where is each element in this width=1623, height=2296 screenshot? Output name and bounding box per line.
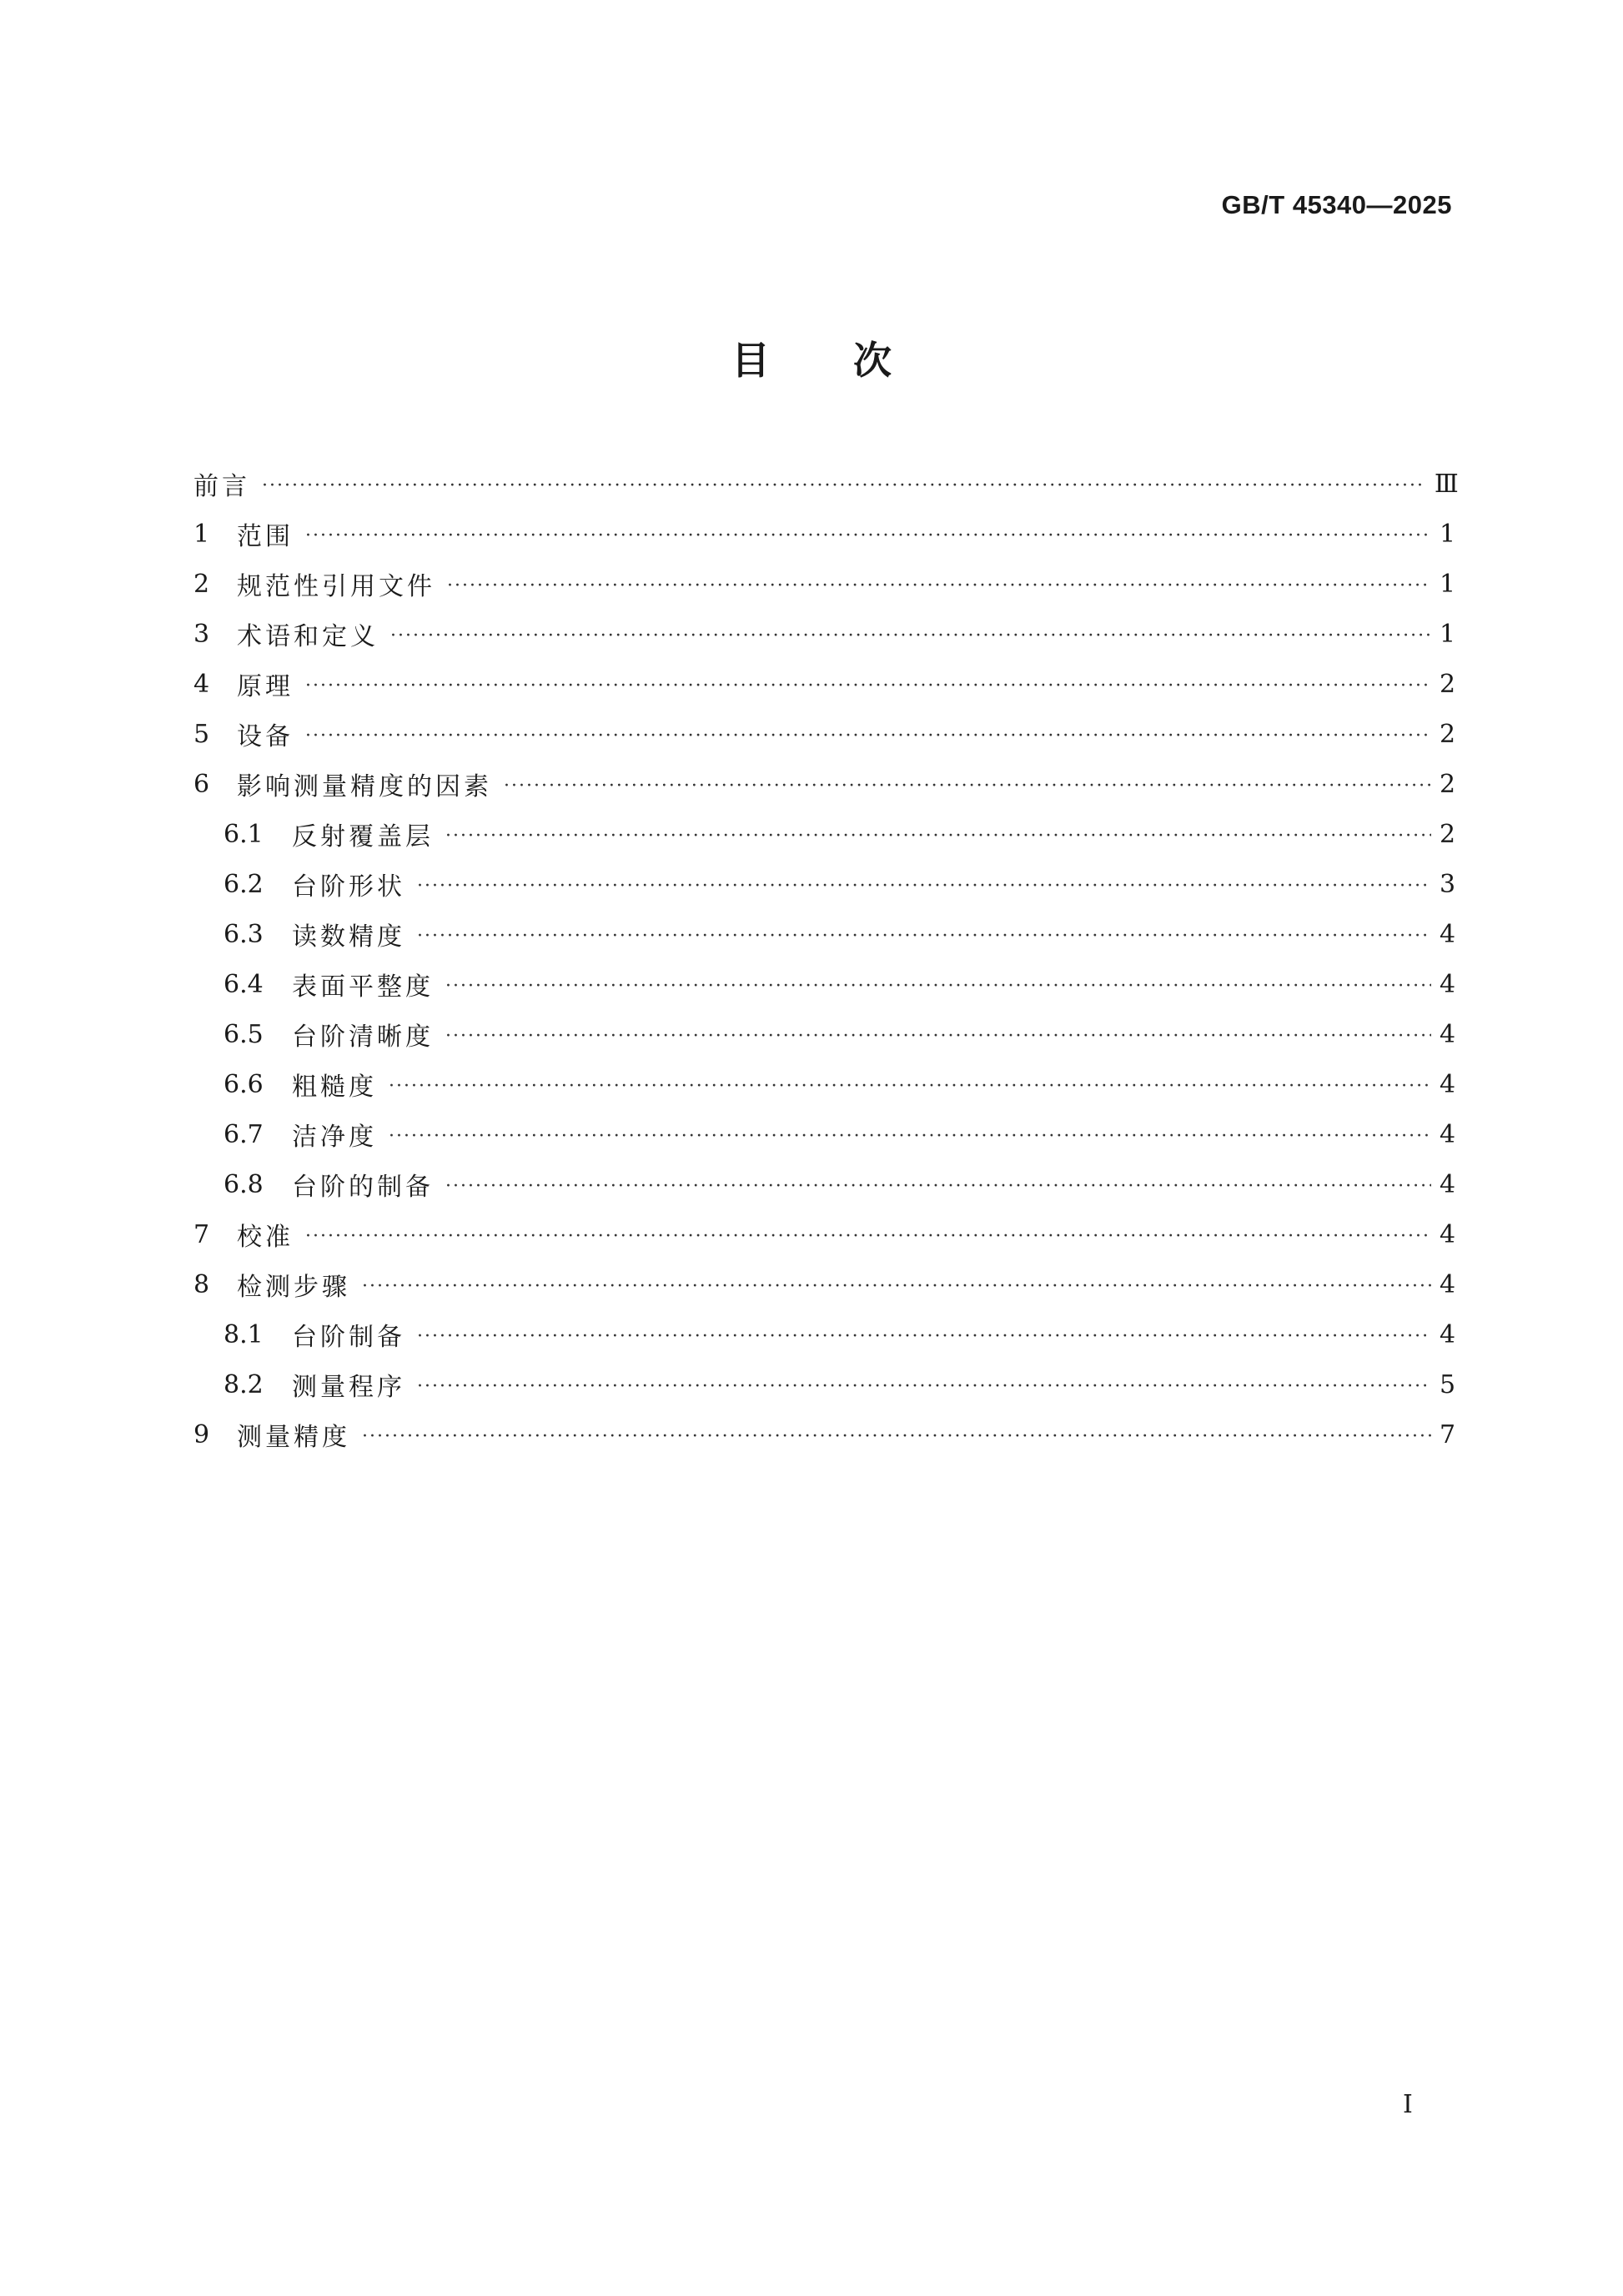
toc-leader-dots [262, 475, 1426, 496]
toc-entry-label: 表面平整度 [292, 972, 434, 1002]
toc-entry-number: 6 [193, 769, 210, 799]
toc-entry-label: 规范性引用文件 [237, 572, 435, 601]
toc-entry-number: 6.8 [224, 1169, 264, 1199]
toc-entry-page: 2 [1440, 669, 1456, 699]
toc-entry-label: 反射覆盖层 [292, 822, 434, 852]
table-of-contents [193, 459, 1459, 1459]
toc-leader-dots [504, 776, 1431, 796]
toc-entry-page: 7 [1440, 1419, 1456, 1449]
toc-leader-dots [417, 1376, 1431, 1397]
toc-entry-number: 5 [193, 719, 210, 749]
toc-entry-number: 6.4 [224, 969, 264, 999]
toc-entry-page: 4 [1440, 1069, 1456, 1099]
toc-entry-8[interactable] [193, 1259, 1455, 1309]
toc-entry-number: 8 [193, 1269, 210, 1299]
toc-entry-number: 1 [193, 519, 210, 549]
toc-leader-dots [389, 1126, 1431, 1147]
toc-entry-page: 2 [1440, 769, 1456, 799]
toc-leader-dots [445, 1176, 1431, 1197]
toc-entry-number: 8.2 [224, 1369, 264, 1399]
toc-entry-number: 6.6 [224, 1069, 264, 1099]
toc-entry-label: 检测步骤 [237, 1273, 350, 1302]
toc-entry-page: 4 [1440, 969, 1456, 999]
toc-entry-6-7[interactable] [193, 1109, 1455, 1159]
toc-entry-label: 原理 [237, 672, 294, 701]
toc-entry-label: 术语和定义 [237, 622, 379, 651]
toc-entry-number: 3 [193, 619, 210, 649]
toc-entry-label: 范围 [237, 522, 294, 551]
toc-entry-number: 2 [193, 569, 210, 599]
toc-entry-4[interactable] [193, 659, 1455, 709]
toc-entry-label: 读数精度 [292, 922, 405, 952]
toc-entry-label: 台阶制备 [292, 1323, 405, 1352]
toc-leader-dots [305, 676, 1431, 696]
toc-leader-dots [417, 926, 1431, 947]
toc-entry-label: 前言 [193, 472, 250, 501]
toc-entry-page: 4 [1440, 1269, 1456, 1299]
toc-entry-number: 6.3 [224, 919, 264, 949]
toc-entry-label: 台阶的制备 [292, 1173, 434, 1202]
toc-leader-dots [445, 976, 1431, 997]
toc-entry-label: 测量精度 [237, 1423, 350, 1452]
toc-entry-label: 粗糙度 [292, 1073, 377, 1102]
toc-entry-6[interactable] [193, 759, 1455, 809]
page-number: I [1403, 2090, 1413, 2119]
toc-entry-number: 6.1 [224, 819, 264, 849]
toc-entry-page: 2 [1440, 819, 1456, 849]
toc-entry-page: 1 [1440, 619, 1456, 649]
standard-code: GB/T 45340—2025 [1221, 190, 1452, 219]
toc-entry-label: 影响测量精度的因素 [237, 772, 492, 801]
toc-leader-dots [417, 1326, 1431, 1347]
toc-entry-number: 7 [193, 1219, 210, 1249]
toc-leader-dots [445, 1026, 1431, 1047]
toc-entry-label: 台阶清晰度 [292, 1022, 434, 1052]
toc-entry-page: 4 [1440, 1219, 1456, 1249]
toc-entry-number: 6.7 [224, 1119, 264, 1149]
toc-entry-page: 1 [1440, 569, 1456, 599]
toc-entry-number: 6.5 [224, 1019, 264, 1049]
toc-entry-page: 4 [1440, 1319, 1456, 1349]
toc-leader-dots [362, 1276, 1431, 1297]
toc-entry-label: 校准 [237, 1223, 294, 1252]
toc-entry-9[interactable] [193, 1409, 1455, 1459]
toc-entry-page: 4 [1440, 919, 1456, 949]
toc-entry-number: 4 [193, 669, 210, 699]
toc-leader-dots [447, 575, 1431, 596]
toc-entry-6-2[interactable] [193, 859, 1455, 909]
toc-entry-5[interactable] [193, 709, 1455, 759]
toc-entry-foreword[interactable] [193, 459, 1459, 509]
toc-leader-dots [389, 1076, 1431, 1097]
toc-entry-6-5[interactable] [193, 1009, 1455, 1059]
toc-entry-6-1[interactable] [193, 809, 1455, 859]
toc-entry-8-2[interactable] [193, 1359, 1455, 1409]
toc-entry-number: 8.1 [224, 1319, 264, 1349]
toc-entry-2[interactable] [193, 559, 1455, 609]
toc-entry-3[interactable] [193, 609, 1455, 659]
toc-entry-label: 测量程序 [292, 1373, 405, 1402]
toc-leader-dots [305, 525, 1431, 546]
toc-entry-page: 5 [1440, 1369, 1456, 1399]
toc-leader-dots [305, 1226, 1431, 1247]
toc-entry-page: 4 [1440, 1119, 1456, 1149]
toc-entry-6-6[interactable] [193, 1059, 1455, 1109]
toc-entry-page: 3 [1440, 869, 1456, 899]
toc-entry-6-4[interactable] [193, 959, 1455, 1009]
toc-leader-dots [390, 625, 1431, 646]
toc-title: 目次 [731, 338, 975, 383]
toc-entry-6-3[interactable] [193, 909, 1455, 959]
toc-entry-1[interactable] [193, 509, 1455, 559]
toc-entry-label: 洁净度 [292, 1123, 377, 1152]
toc-entry-7[interactable] [193, 1209, 1455, 1259]
toc-entry-label: 台阶形状 [292, 872, 405, 902]
toc-leader-dots [417, 876, 1431, 897]
toc-leader-dots [445, 826, 1431, 847]
toc-leader-dots [362, 1426, 1431, 1447]
toc-entry-6-8[interactable] [193, 1159, 1455, 1209]
toc-entry-page: Ⅲ [1434, 469, 1459, 499]
toc-leader-dots [305, 726, 1431, 746]
toc-entry-number: 9 [193, 1419, 210, 1449]
toc-entry-page: 1 [1440, 519, 1456, 549]
toc-entry-label: 设备 [237, 722, 294, 751]
toc-entry-page: 2 [1440, 719, 1456, 749]
toc-entry-page: 4 [1440, 1169, 1456, 1199]
toc-entry-number: 6.2 [224, 869, 264, 899]
toc-entry-page: 4 [1440, 1019, 1456, 1049]
toc-entry-8-1[interactable] [193, 1309, 1455, 1359]
